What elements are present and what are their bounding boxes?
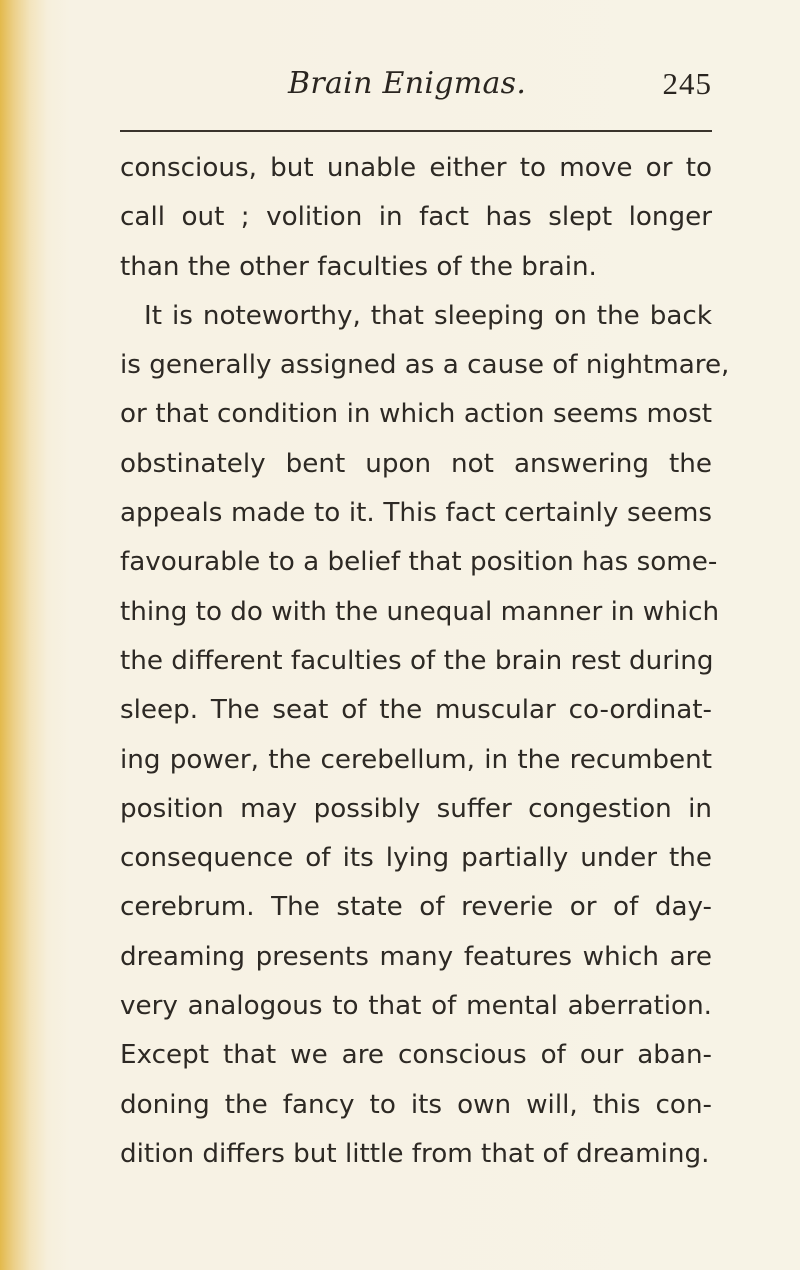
text-line: sleep. The seat of the muscular co-ordinat- — [120, 695, 712, 726]
text-line: than the other faculties of the brain. — [120, 251, 597, 282]
text-line: position may possibly suffer congestion in — [120, 793, 712, 824]
header-rule — [120, 130, 712, 132]
text-line: very analogous to that of mental aberration. — [120, 991, 712, 1022]
text-line: consequence of its lying partially under the — [120, 843, 712, 874]
text-line: call out ; volition in fact has slept longer — [120, 202, 712, 233]
text-line: or that condition in which action seems most — [120, 399, 712, 430]
text-line: obstinately bent upon not answering the — [120, 448, 712, 479]
text-line: thing to do with the unequal manner in which — [120, 596, 720, 627]
text-line: appeals made to it. This fact certainly seems — [120, 498, 712, 529]
running-header — [120, 66, 712, 116]
running-title: Brain Enigmas. — [288, 66, 527, 101]
text-line: ing power, the cerebellum, in the recumbent — [120, 744, 712, 775]
text-line: cerebrum. The state of reverie or of day- — [120, 892, 712, 923]
text-line: the different faculties of the brain rest during — [120, 645, 714, 676]
text-line: doning the fancy to its own will, this con- — [120, 1089, 712, 1120]
body-text — [120, 144, 730, 1179]
text-line: It is noteworthy, that sleeping on the back — [144, 300, 712, 331]
text-line: dreaming presents many features which are — [120, 941, 712, 972]
text-line: dition differs but little from that of dreaming. — [120, 1138, 710, 1169]
text-line: favourable to a belief that position has some- — [120, 547, 718, 578]
text-line: conscious, but unable either to move or to — [120, 153, 712, 183]
text-line: Except that we are conscious of our aban- — [120, 1040, 712, 1071]
page-number: 245 — [662, 66, 712, 101]
text-line: is generally assigned as a cause of nightmare, — [120, 350, 730, 381]
